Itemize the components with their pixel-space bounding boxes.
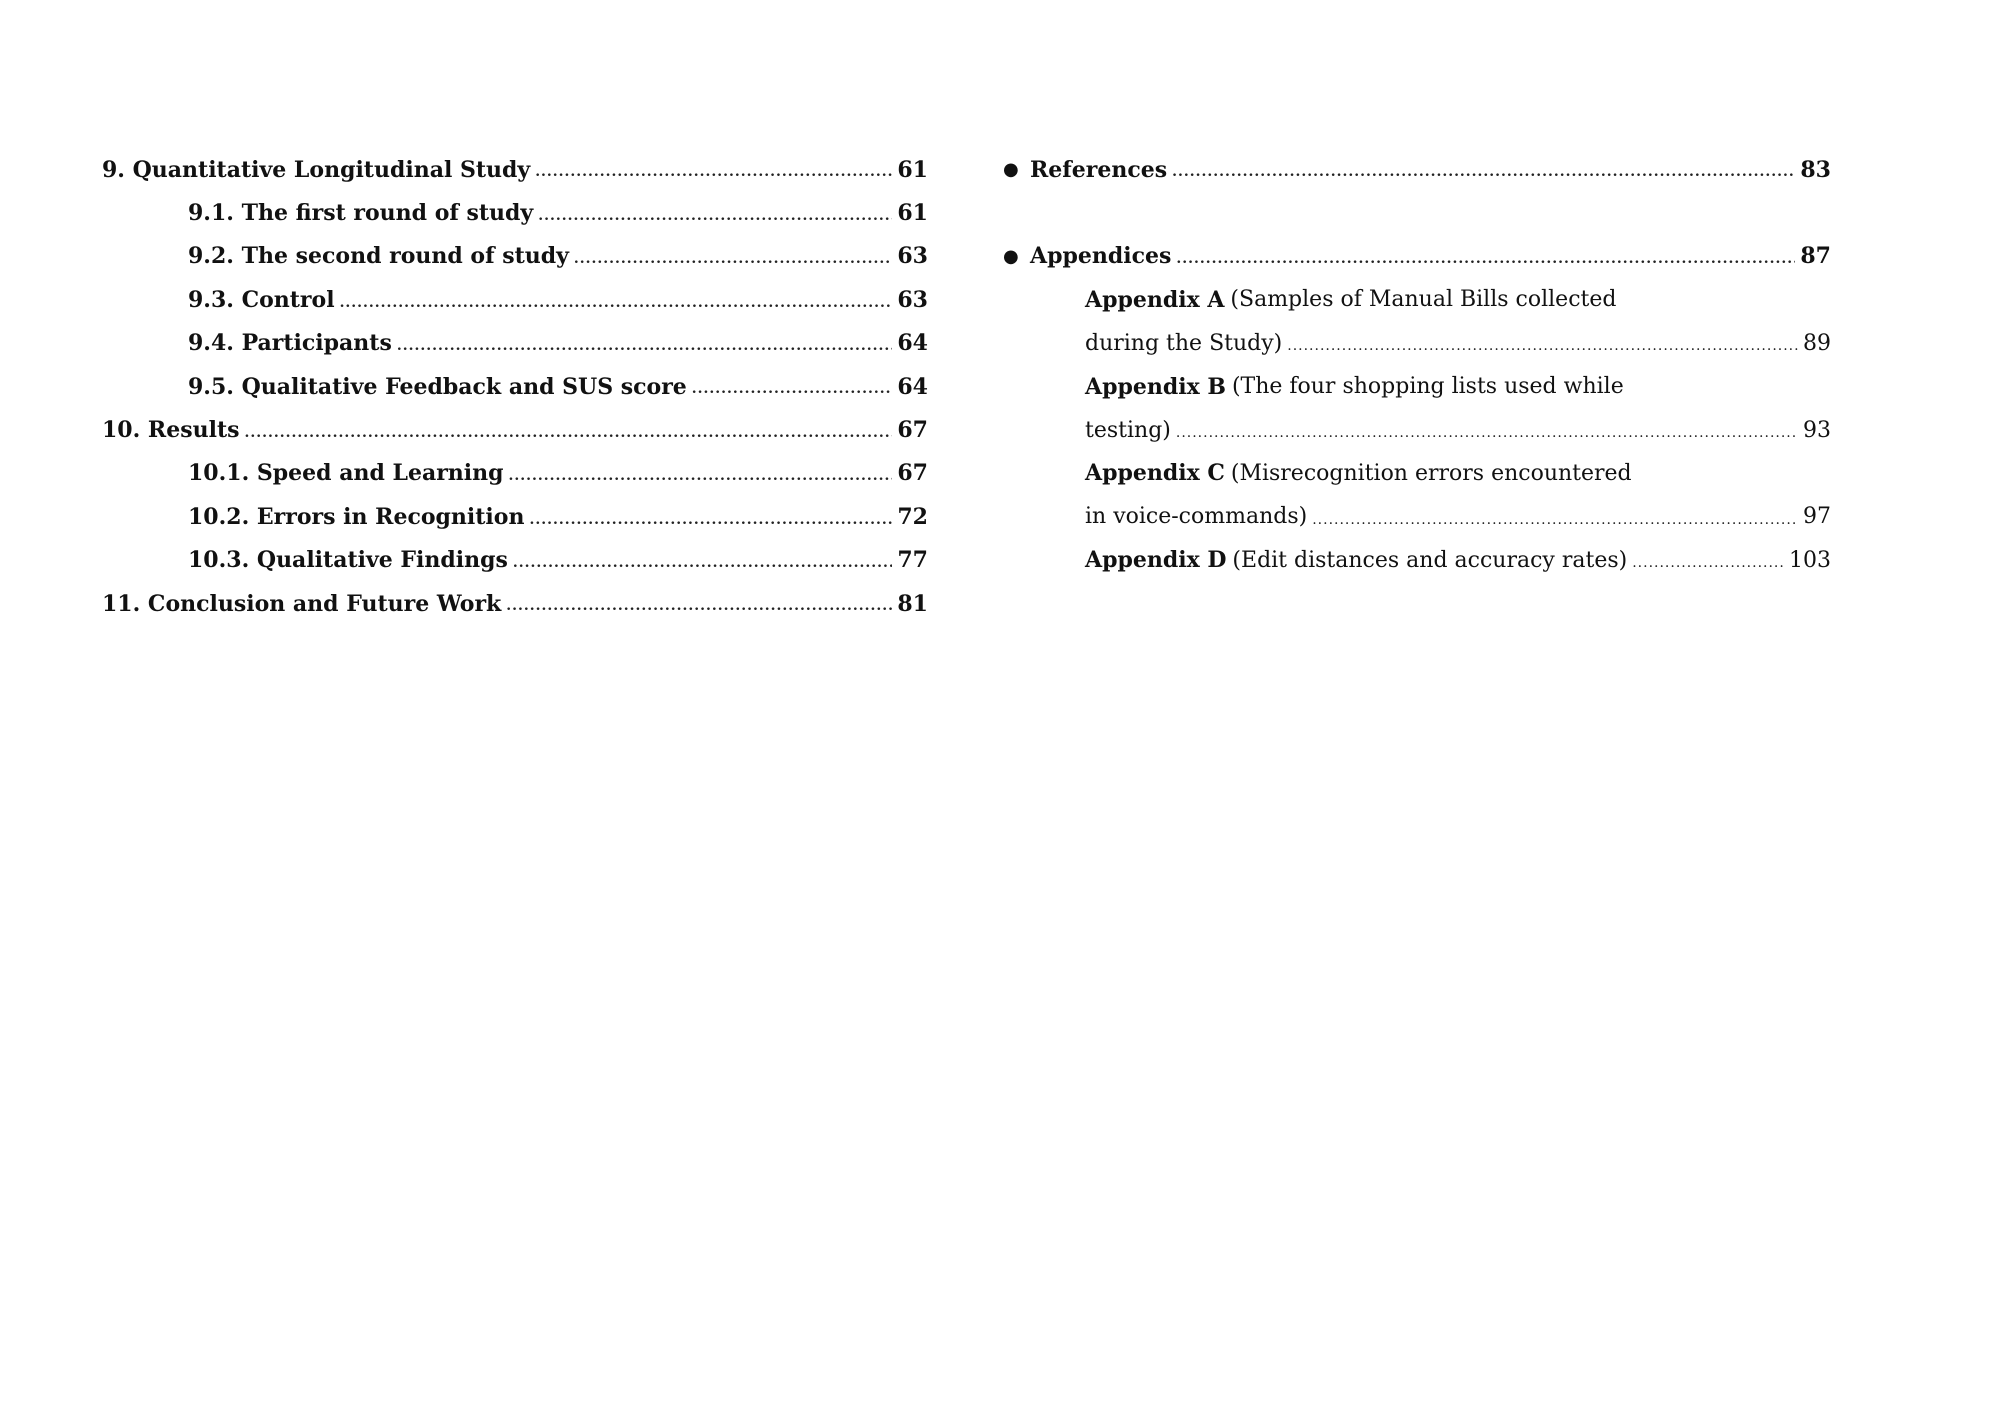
bullet-icon: ●: [1003, 159, 1019, 181]
spacer: [1003, 191, 1831, 234]
toc-entry-title: References: [1030, 156, 1168, 183]
toc-entry-title: 9. Quantitative Longitudinal Study: [102, 156, 531, 183]
appendix-description: (The four shopping lists used while: [1231, 374, 1624, 400]
toc-entry-page: 103: [1789, 547, 1831, 573]
bullet-icon: ●: [1003, 245, 1019, 267]
toc-entry-page: 63: [897, 286, 928, 313]
dot-leader: [1176, 251, 1795, 278]
dot-leader: [692, 381, 893, 408]
toc-entry-title: 10. Results: [102, 417, 240, 444]
toc-entry-references[interactable]: [1003, 148, 1831, 191]
appendix-description: in voice-commands): [1085, 504, 1308, 530]
toc-entry-page: 87: [1800, 243, 1831, 270]
dot-leader: [1287, 338, 1798, 365]
dot-leader: [529, 512, 892, 539]
toc-right-column: [1003, 148, 1831, 582]
dot-leader: [538, 208, 892, 235]
appendix-label: Appendix D: [1085, 547, 1227, 574]
appendix-label: Appendix C: [1085, 460, 1225, 487]
toc-entry[interactable]: [102, 408, 928, 451]
toc-entry[interactable]: [102, 365, 928, 408]
toc-entry-page: 83: [1800, 156, 1831, 183]
dot-leader: [397, 338, 893, 365]
dot-leader: [1172, 164, 1795, 191]
toc-entry[interactable]: [102, 148, 928, 191]
toc-entry-appendix-b[interactable]: [1003, 365, 1831, 408]
toc-entry-appendix-c[interactable]: [1003, 452, 1831, 495]
toc-entry[interactable]: [102, 322, 928, 365]
toc-entry-title: 9.3. Control: [188, 286, 335, 313]
appendix-description: (Misrecognition errors encountered: [1230, 460, 1632, 486]
dot-leader: [513, 555, 892, 582]
toc-entry-page: 93: [1803, 417, 1831, 443]
dot-leader: [506, 598, 892, 625]
toc-entry-title: 9.1. The first round of study: [188, 200, 534, 227]
dot-leader: [574, 251, 892, 278]
toc-entry[interactable]: [102, 452, 928, 495]
appendix-description: during the Study): [1085, 330, 1283, 356]
toc-entry-page: 63: [897, 243, 928, 270]
dot-leader: [340, 295, 893, 322]
toc-entry[interactable]: [102, 278, 928, 321]
dot-leader: [1312, 512, 1798, 539]
toc-entry[interactable]: [102, 235, 928, 278]
toc-entry-title: 9.4. Participants: [188, 330, 392, 357]
toc-entry[interactable]: [102, 495, 928, 538]
toc-entry-title: 10.1. Speed and Learning: [188, 460, 504, 487]
toc-entry-title: Appendices: [1030, 243, 1172, 270]
appendix-description: (Samples of Manual Bills collected: [1230, 287, 1617, 313]
toc-entry-title: 10.3. Qualitative Findings: [188, 547, 508, 574]
toc-entry-page: 67: [897, 417, 928, 444]
toc-entry-title: 10.2. Errors in Recognition: [188, 503, 525, 530]
toc-entry[interactable]: [102, 539, 928, 582]
appendix-label: Appendix B: [1085, 373, 1226, 400]
dot-leader: [1632, 555, 1784, 582]
toc-entry-page: 64: [897, 373, 928, 400]
dot-leader: [245, 425, 893, 452]
toc-entry-title: 11. Conclusion and Future Work: [102, 590, 502, 617]
dot-leader: [535, 164, 892, 191]
toc-entry-appendix-a-cont[interactable]: [1003, 322, 1831, 365]
toc-entry-page: 89: [1803, 330, 1831, 356]
toc-entry-page: 61: [897, 156, 928, 183]
toc-entry-appendix-d[interactable]: [1003, 539, 1831, 582]
dot-leader: [1176, 425, 1798, 452]
toc-entry-appendix-a[interactable]: [1003, 278, 1831, 321]
toc-entry-appendix-c-cont[interactable]: [1003, 495, 1831, 538]
toc-entry-title: 9.5. Qualitative Feedback and SUS score: [188, 373, 687, 400]
toc-entry-page: 81: [897, 590, 928, 617]
toc-entry-page: 67: [897, 460, 928, 487]
appendix-description: (Edit distances and accuracy rates): [1232, 547, 1628, 573]
toc-entry[interactable]: [102, 582, 928, 625]
appendix-description: testing): [1085, 417, 1171, 443]
toc-entry-page: 77: [897, 547, 928, 574]
toc-entry-page: 72: [897, 503, 928, 530]
toc-entry-appendix-b-cont[interactable]: [1003, 408, 1831, 451]
toc-entry-page: 97: [1803, 504, 1831, 530]
toc-left-column: [102, 148, 928, 625]
toc-entry[interactable]: [102, 191, 928, 234]
toc-entry-appendices[interactable]: [1003, 235, 1831, 278]
toc-entry-title: 9.2. The second round of study: [188, 243, 569, 270]
toc-entry-page: 64: [897, 330, 928, 357]
appendix-label: Appendix A: [1085, 286, 1225, 313]
toc-entry-page: 61: [897, 200, 928, 227]
dot-leader: [509, 468, 893, 495]
